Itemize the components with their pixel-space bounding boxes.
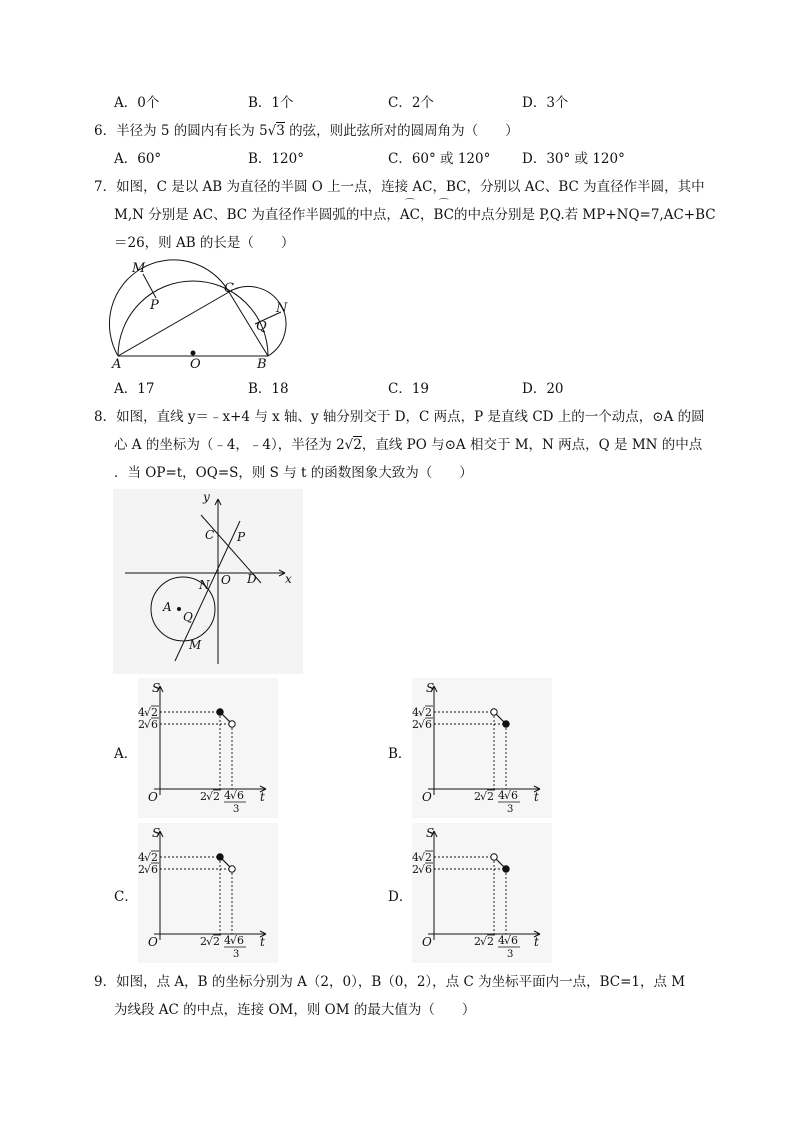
label-s: S xyxy=(426,826,435,840)
q7-option-d: D．20 xyxy=(522,381,564,397)
label-t: t xyxy=(534,790,539,804)
q7-line2-b: 的中点分别是 P,Q.若 MP+NQ=7,AC+BC xyxy=(454,207,716,223)
q8-label-y: y xyxy=(203,490,210,504)
tick-x-4rt6-num-sign: √ xyxy=(504,789,512,802)
tick-y-2rt6-coef: 2 xyxy=(412,863,419,876)
label-o: O xyxy=(422,935,432,949)
q8-graph-a xyxy=(138,678,278,818)
tick-x-2rt2-sign: √ xyxy=(480,935,488,948)
label-t: t xyxy=(260,935,265,949)
tick-x-4rt6-num-coef: 4 xyxy=(224,789,231,802)
tick-x-2rt2-coef: 2 xyxy=(200,935,207,948)
q6-option-c: C．60° 或 120° xyxy=(388,151,491,167)
tick-y-2rt6-coef: 2 xyxy=(138,718,145,731)
tick-x-4rt6-num-radicand: 6 xyxy=(511,934,518,947)
tick-y-4rt2-radicand: 2 xyxy=(425,851,432,864)
q6-sqrt-radicand: 3 xyxy=(276,123,285,139)
end-point xyxy=(229,866,235,872)
q8-label-a: A xyxy=(163,600,172,614)
tick-x-4rt6-num-coef: 4 xyxy=(498,934,505,947)
q8-graph-b xyxy=(412,678,552,818)
q7-label-m: M xyxy=(132,261,146,276)
q8-point-a xyxy=(177,607,181,611)
tick-x-2rt2-radicand: 2 xyxy=(213,935,220,948)
tick-x-4rt6-num-radicand: 6 xyxy=(511,789,518,802)
q7-label-n: N xyxy=(276,301,288,316)
q5-option-a: A．0个 xyxy=(114,95,160,111)
q6-sqrt-coef: 5 xyxy=(259,123,268,139)
q7-center-o xyxy=(191,351,196,356)
q8-option-d-letter: D． xyxy=(388,889,413,905)
q8-figure xyxy=(113,489,303,674)
q7-label-b: B xyxy=(257,357,267,372)
q8-label-n: N xyxy=(199,578,210,592)
tick-x-2rt2-coef: 2 xyxy=(474,790,481,803)
q7-sep: ， xyxy=(419,207,434,223)
q8-label-m: M xyxy=(189,638,202,652)
q7-chord-ac xyxy=(118,292,229,356)
label-o: O xyxy=(148,935,158,949)
tick-x-4rt6-den: 3 xyxy=(233,949,240,960)
q7-line2-a: M,N 分别是 AC、BC 为直径作半圆弧的中点， xyxy=(114,207,400,223)
tick-x-4rt6-den: 3 xyxy=(507,949,514,960)
q8-option-a-letter: A． xyxy=(114,746,138,762)
q6-number: 6． xyxy=(94,123,117,139)
label-t: t xyxy=(260,790,265,804)
q6-option-b: B．120° xyxy=(248,151,304,167)
sqrt-sign: √ xyxy=(267,123,277,139)
label-o: O xyxy=(422,790,432,804)
q7-stem-line2 xyxy=(114,199,716,223)
q7-option-a: A．17 xyxy=(114,381,155,397)
tick-y-4rt2-coef: 4 xyxy=(138,851,145,864)
q8-stem-line2 xyxy=(114,439,702,453)
q9-number: 9． xyxy=(94,974,117,990)
tick-y-4rt2-coef: 4 xyxy=(138,706,145,719)
q7-stem-line1 xyxy=(94,181,705,195)
start-point xyxy=(217,854,223,860)
tick-y-4rt2-coef: 4 xyxy=(412,706,419,719)
tick-x-2rt2-sign: √ xyxy=(480,790,488,803)
tick-y-2rt6-coef: 2 xyxy=(412,718,419,731)
end-point xyxy=(503,866,509,872)
tick-y-2rt6-sign: √ xyxy=(144,863,152,876)
q5-option-b: B．1个 xyxy=(248,95,294,111)
q7-stem-line3: ＝26，则 AB 的长是（ ） xyxy=(114,235,295,251)
q6-text-b: 的弦，则此弦所对的圆周角为（ ） xyxy=(284,123,519,139)
tick-y-4rt2-sign: √ xyxy=(418,851,426,864)
q8-label-d: D xyxy=(247,572,257,586)
tick-x-2rt2-sign: √ xyxy=(206,790,214,803)
tick-x-2rt2-radicand: 2 xyxy=(213,790,220,803)
q6-text-a: 半径为 5 的圆内有长为 xyxy=(116,123,260,139)
q7-line1: 如图，C 是以 AB 为直径的半圆 O 上一点，连接 AC，BC，分别以 AC、BC 为直径作半圆，其中 xyxy=(116,179,705,195)
tick-x-4rt6-num-sign: √ xyxy=(504,934,512,947)
label-s: S xyxy=(426,681,435,695)
tick-x-4rt6-num-radicand: 6 xyxy=(237,789,244,802)
start-point xyxy=(217,709,223,715)
q8-line2-a: 心 A 的坐标为（﹣4，﹣4），半径为 xyxy=(114,437,337,453)
tick-x-4rt6-num-sign: √ xyxy=(230,934,238,947)
tick-x-2rt2-radicand: 2 xyxy=(487,935,494,948)
q7-arc-ac: ⌒ AC xyxy=(399,199,420,223)
q7-label-p: P xyxy=(150,298,159,313)
start-point xyxy=(491,709,497,715)
q5-option-d: D．3个 xyxy=(522,95,569,111)
tick-x-4rt6-den: 3 xyxy=(233,804,240,815)
q8-number: 8． xyxy=(94,409,117,425)
q9-line1: 如图，点 A，B 的坐标分别为 A（2，0），B（0，2），点 C 为坐标平面内一点，BC=1，点 M xyxy=(116,974,686,990)
label-s: S xyxy=(152,826,161,840)
q8-label-q: Q xyxy=(183,610,193,624)
q6-option-d: D．30° 或 120° xyxy=(522,151,625,167)
tick-y-4rt2-sign: √ xyxy=(144,706,152,719)
tick-y-4rt2-radicand: 2 xyxy=(151,851,158,864)
q7-figure xyxy=(108,254,288,372)
q8-label-c: C xyxy=(205,528,215,542)
q8-option-c-letter: C． xyxy=(114,889,138,905)
start-point xyxy=(491,854,497,860)
tick-x-4rt6-num-coef: 4 xyxy=(498,789,505,802)
label-s: S xyxy=(152,681,161,695)
q8-label-x: x xyxy=(285,572,292,586)
tick-y-2rt6-coef: 2 xyxy=(138,863,145,876)
tick-y-4rt2-sign: √ xyxy=(418,706,426,719)
tick-x-4rt6-num-coef: 4 xyxy=(224,934,231,947)
q7-label-a: A xyxy=(112,357,122,372)
tick-x-2rt2-coef: 2 xyxy=(200,790,207,803)
tick-x-4rt6-num-sign: √ xyxy=(230,789,238,802)
q7-option-c: C．19 xyxy=(388,381,430,397)
q7-arc-bc: ⌒ BC xyxy=(433,199,454,223)
q8-graph-d xyxy=(412,823,552,963)
tick-y-2rt6-sign: √ xyxy=(418,718,426,731)
q8-label-o: O xyxy=(221,573,231,587)
tick-y-4rt2-coef: 4 xyxy=(412,851,419,864)
tick-y-2rt6-radicand: 6 xyxy=(425,863,432,876)
q7-label-c: C xyxy=(224,281,234,296)
q9-stem-line1 xyxy=(94,976,685,990)
label-t: t xyxy=(534,935,539,949)
q8-line2-b: ，直线 PO 与⊙A 相交于 M，N 两点，Q 是 MN 的中点 xyxy=(361,437,703,453)
q8-sqrt-radicand: 2 xyxy=(353,437,362,453)
tick-y-2rt6-radicand: 6 xyxy=(425,718,432,731)
q7-label-q: Q xyxy=(256,319,267,334)
q8-stem-line3: ．当 OP=t，OQ=S，则 S 与 t 的函数图象大致为（ ） xyxy=(114,465,473,481)
tick-x-4rt6-num-radicand: 6 xyxy=(237,934,244,947)
q7-semicircle-ac xyxy=(109,260,229,356)
q8-sqrt-coef: 2 xyxy=(336,437,345,453)
tick-x-4rt6-den: 3 xyxy=(507,804,514,815)
q7-option-b: B．18 xyxy=(248,381,289,397)
tick-y-4rt2-radicand: 2 xyxy=(151,706,158,719)
tick-x-2rt2-radicand: 2 xyxy=(487,790,494,803)
label-o: O xyxy=(148,790,158,804)
tick-y-2rt6-radicand: 6 xyxy=(151,863,158,876)
end-point xyxy=(229,721,235,727)
q7-number: 7． xyxy=(94,179,117,195)
q6-stem xyxy=(94,125,519,139)
q5-option-c: C．2个 xyxy=(388,95,434,111)
tick-y-4rt2-sign: √ xyxy=(144,851,152,864)
q8-line1: 如图，直线 y＝﹣x+4 与 x 轴、y 轴分别交于 D，C 两点，P 是直线 CD 上的一个动点，⊙A 的圆 xyxy=(116,409,705,425)
q8-label-p: P xyxy=(237,530,246,544)
q8-stem-line1 xyxy=(94,411,705,425)
tick-y-2rt6-sign: √ xyxy=(418,863,426,876)
tick-x-2rt2-sign: √ xyxy=(206,935,214,948)
q8-option-b-letter: B． xyxy=(388,746,412,762)
tick-y-2rt6-sign: √ xyxy=(144,718,152,731)
tick-y-4rt2-radicand: 2 xyxy=(425,706,432,719)
tick-y-2rt6-radicand: 6 xyxy=(151,718,158,731)
sqrt-sign: √ xyxy=(344,437,354,453)
q7-label-o: O xyxy=(190,357,201,372)
end-point xyxy=(503,721,509,727)
tick-x-2rt2-coef: 2 xyxy=(474,935,481,948)
q6-option-a: A．60° xyxy=(114,151,162,167)
q8-graph-c xyxy=(138,823,278,963)
q9-stem-line2: 为线段 AC 的中点，连接 OM，则 OM 的最大值为（ ） xyxy=(114,1002,476,1018)
